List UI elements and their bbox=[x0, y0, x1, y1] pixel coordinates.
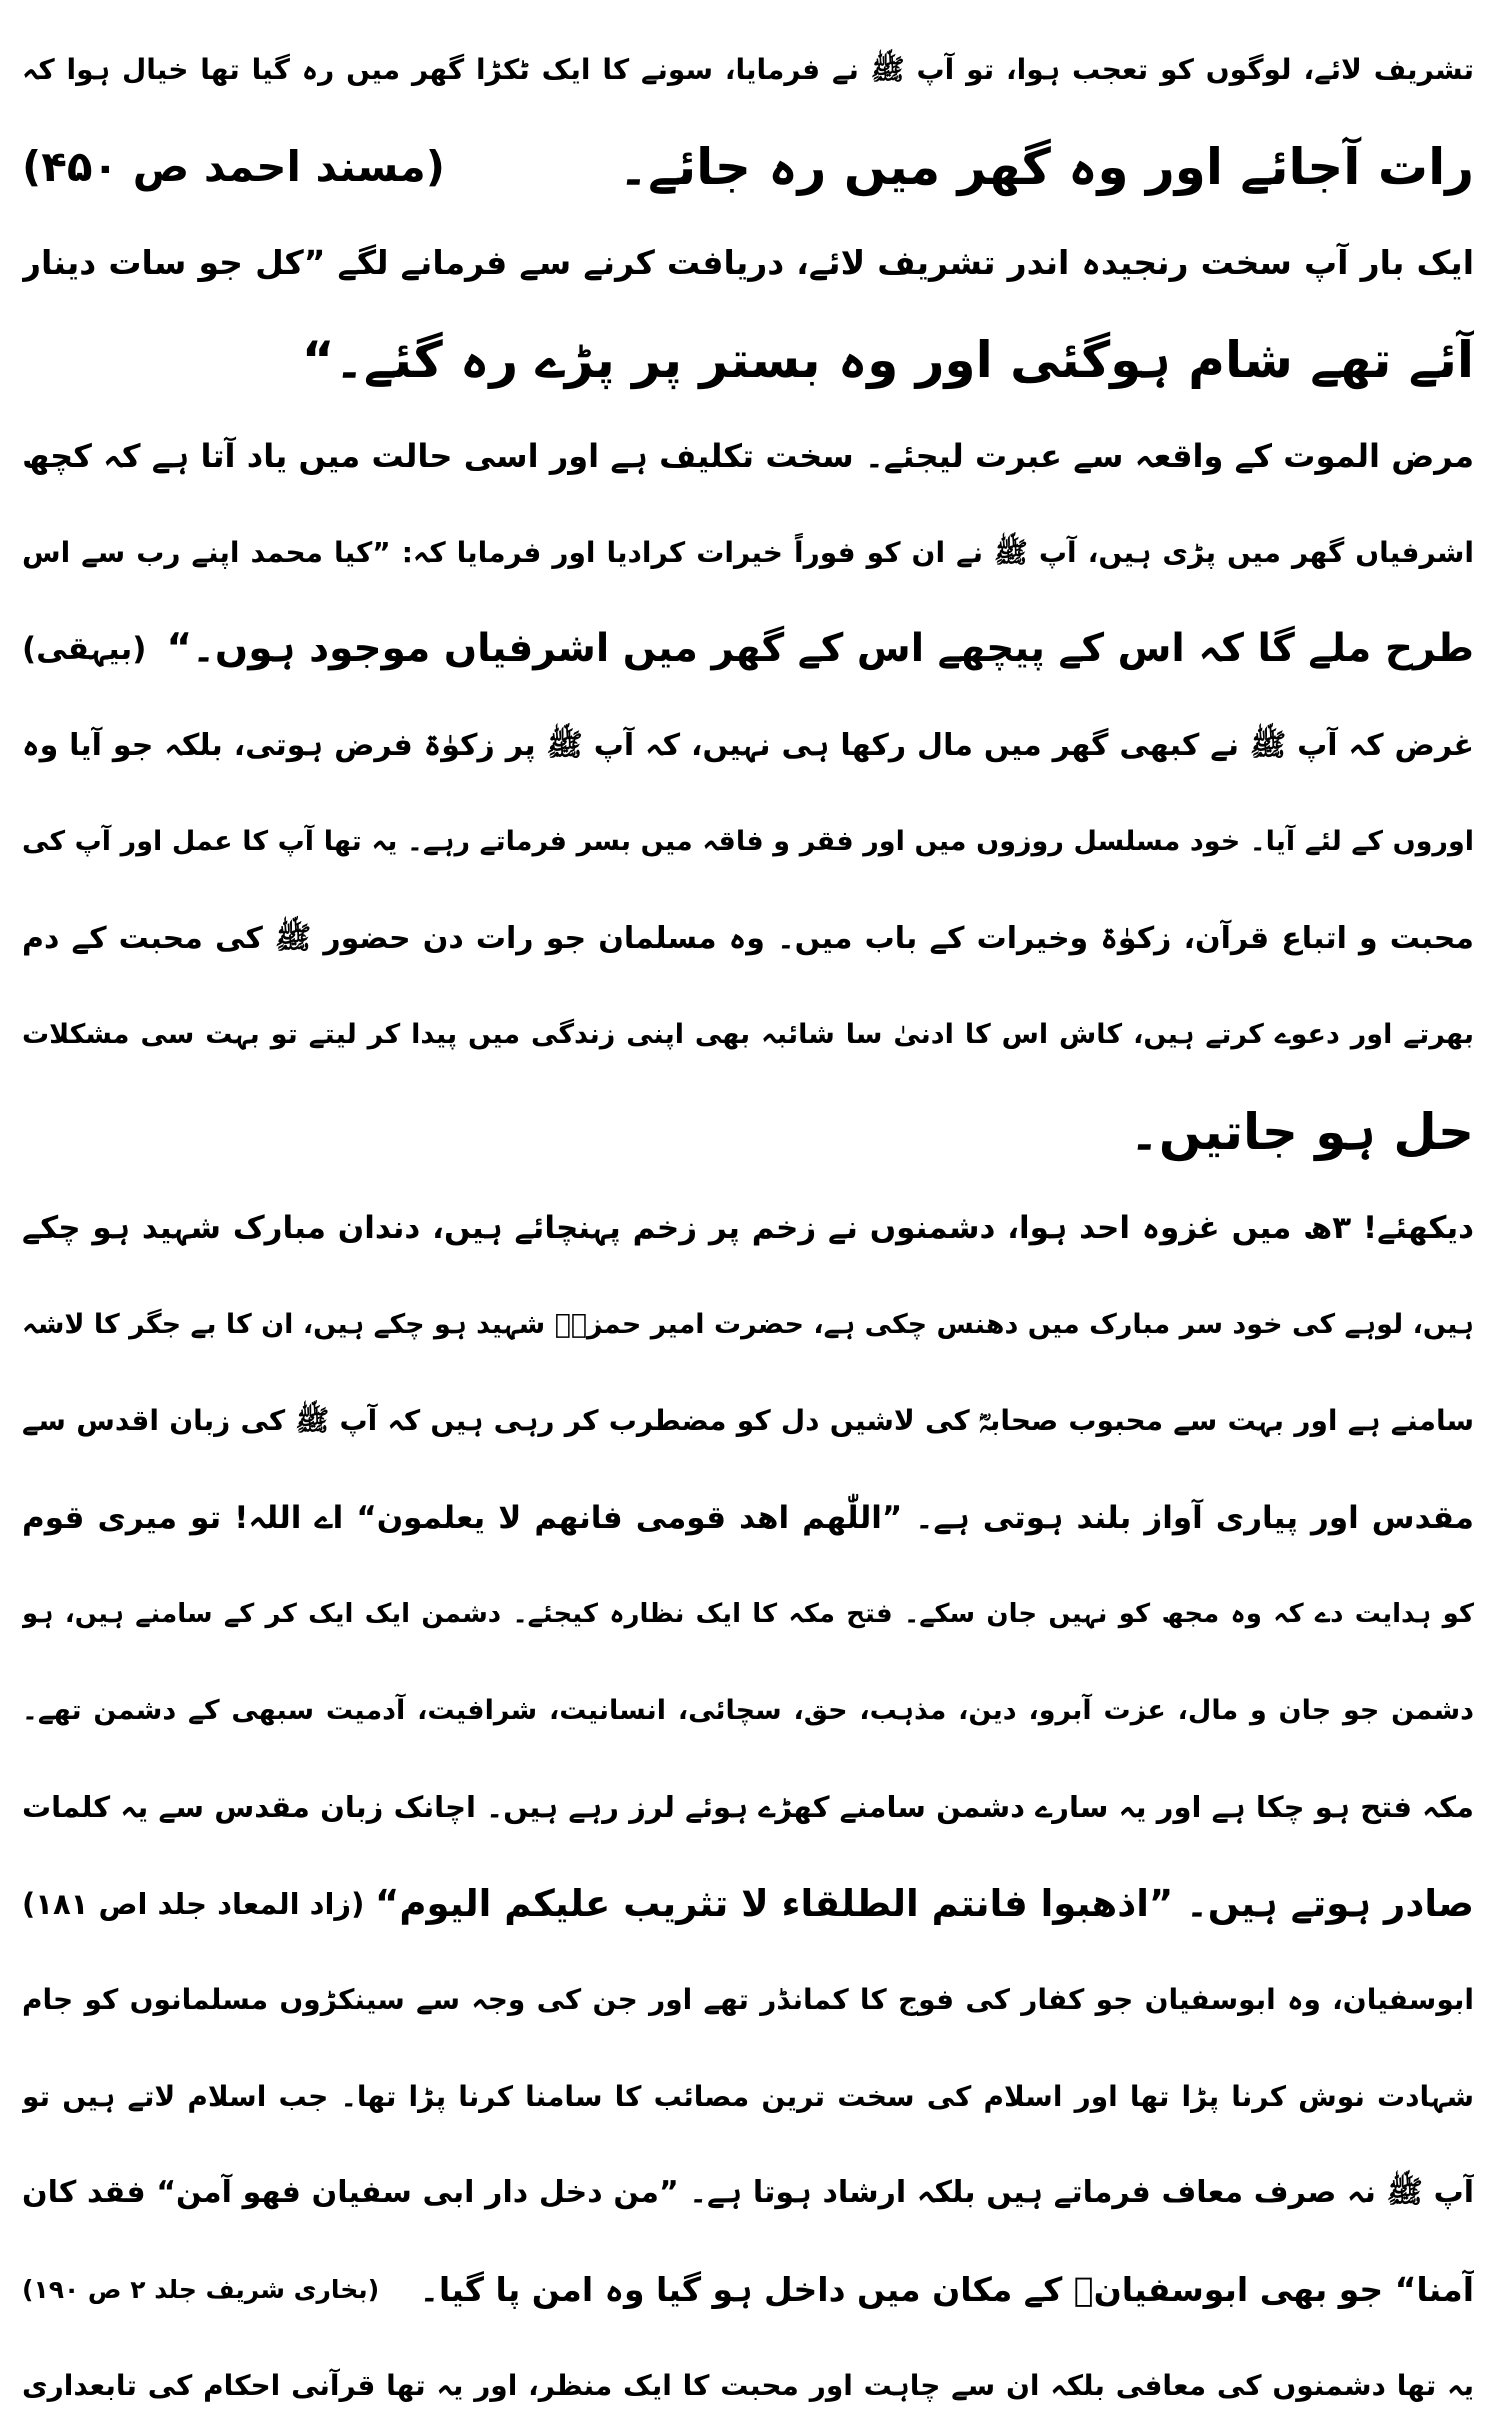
text-line: اوروں کے لئے آیا۔ خود مسلسل روزوں میں اور فقر و فاقہ میں بسر فرماتے رہے۔ یہ تھا آپ کا عمل اور آپ کی bbox=[22, 826, 1474, 857]
text-line: حل ہو جاتیں۔ bbox=[1129, 1102, 1474, 1161]
text-line: دیکھئے! ۳ھ میں غزوہ احد ہوا، دشمنوں نے زخم پر زخم پہنچائے ہیں، دندان مبارک شہید ہو چکے bbox=[22, 1210, 1474, 1246]
text-line: غرض کہ آپ ﷺ نے کبھی گھر میں مال رکھا ہی نہیں، کہ آپ ﷺ پر زکوٰۃ فرض ہوتی، بلکہ جو آیا وہ bbox=[22, 727, 1474, 763]
text-line-with-reference bbox=[22, 601, 1474, 698]
text-line: بھرتے اور دعوے کرتے ہیں، کاش اس کا ادنیٰ سا شائبہ بھی اپنی زندگی میں پیدا کر لیتے تو بہت سی مشکلات bbox=[22, 1019, 1474, 1050]
text-line-with-reference bbox=[22, 1856, 1474, 1953]
citation-musnad: (مسند احمد ص ۴۵۰) bbox=[22, 141, 445, 191]
citation-zad-al-maad: (زاد المعاد جلد اص ۱۸۱) bbox=[22, 1886, 365, 1921]
text-line: آپ ﷺ نہ صرف معاف فرماتے ہیں بلکہ ارشاد ہوتا ہے۔ ”من دخل دار ابی سفیان فھو آمن“ فقد کان bbox=[22, 2175, 1474, 2210]
text-line: ایک بار آپ سخت رنجیدہ اندر تشریف لائے، دریافت کرنے سے فرمانے لگے ”کل جو سات دینار bbox=[22, 243, 1474, 282]
text-fragment: صادر ہوتے ہیں۔ ”اذھبوا فانتم الطلقاء لا تثریب علیکم الیوم“ bbox=[375, 1881, 1474, 1925]
text-line: سامنے ہے اور بہت سے محبوب صحابہؓ کی لاشیں دل کو مضطرب کر رہی ہیں کہ آپ ﷺ کی زبان اقدس سے bbox=[22, 1404, 1474, 1437]
text-line: ہیں، لوہے کی خود سر مبارک میں دھنس چکی ہے، حضرت امیر حمزہؓ شہید ہو چکے ہیں، ان کا بے جگر کا لاشہ bbox=[22, 1308, 1474, 1340]
citation-bayhaqi: (بیہقی) bbox=[22, 631, 147, 667]
text-line: کو ہدایت دے کہ وہ مجھ کو نہیں جان سکے۔ فتح مکہ کا ایک نظارہ کیجئے۔ دشمن ایک ایک کر کے سامنے ہیں، ہو bbox=[22, 1599, 1474, 1629]
text-line: تشریف لائے، لوگوں کو تعجب ہوا، تو آپ ﷺ نے فرمایا، سونے کا ایک ٹکڑا گھر میں رہ گیا تھا خیال ہوا کہ bbox=[22, 53, 1474, 86]
text-line: دشمن جو جان و مال، عزت آبرو، دین، مذہب، حق، سچائی، انسانیت، شرافیت، آدمیت سبھی کے دشمن تھے۔ bbox=[22, 1694, 1474, 1726]
text-fragment: طرح ملے گا کہ اس کے پیچھے اس کے گھر میں اشرفیاں موجود ہوں۔“ bbox=[166, 626, 1474, 671]
text-line: محبت و اتباع قرآن، زکوٰۃ وخیرات کے باب میں۔ وہ مسلمان جو رات دن حضور ﷺ کی محبت کے دم bbox=[22, 920, 1474, 956]
text-line: یہ تھا دشمنوں کی معافی بلکہ ان سے چاہت اور محبت کا ایک منظر، اور یہ تھا قرآنی احکام کی تابعداری bbox=[22, 2369, 1474, 2402]
text-line: اشرفیاں گھر میں پڑی ہیں، آپ ﷺ نے ان کو فوراً خیرات کرادیا اور فرمایا کہ: ”کیا محمد اپنے رب سے اس bbox=[22, 535, 1474, 569]
citation-bukhari: (بخاری شریف جلد ۲ ص ۱۹۰) bbox=[22, 2274, 380, 2304]
text-line-with-reference bbox=[22, 2242, 1474, 2339]
text-line: مقدس اور پیاری آواز بلند ہوتی ہے۔ ”اللّٰھم اھد قومی فانھم لا یعلمون“ اے اللہ! تو میری قوم bbox=[22, 1499, 1474, 1536]
text-line: شہادت نوش کرنا پڑا تھا اور اسلام کی سخت ترین مصائب کا سامنا کرنا پڑا تھا۔ جب اسلام لاتے ہیں تو bbox=[22, 2079, 1474, 2113]
text-line: مکہ فتح ہو چکا ہے اور یہ سارے دشمن سامنے کھڑے ہوئے لرز رہے ہیں۔ اچانک زبان مقدس سے یہ کلمات bbox=[22, 1790, 1474, 1824]
text-line: مرض الموت کے واقعہ سے عبرت لیجئے۔ سخت تکلیف ہے اور اسی حالت میں یاد آتا ہے کہ کچھ bbox=[22, 437, 1474, 475]
text-line-with-reference bbox=[22, 119, 1474, 216]
text-fragment: رات آجائے اور وہ گھر میں رہ جائے۔ bbox=[618, 137, 1474, 196]
text-fragment: آمنا“ جو بھی ابوسفیانؓ کے مکان میں داخل ہو گیا وہ امن پا گیا۔ bbox=[419, 2269, 1474, 2309]
text-line: ابوسفیان، وہ ابوسفیان جو کفار کی فوج کا کمانڈر تھے اور جن کی وجہ سے سینکڑوں مسلمانوں کو جام bbox=[22, 1983, 1474, 2016]
text-line: آئے تھے شام ہوگئی اور وہ بستر پر پڑے رہ گئے۔“ bbox=[301, 330, 1474, 389]
